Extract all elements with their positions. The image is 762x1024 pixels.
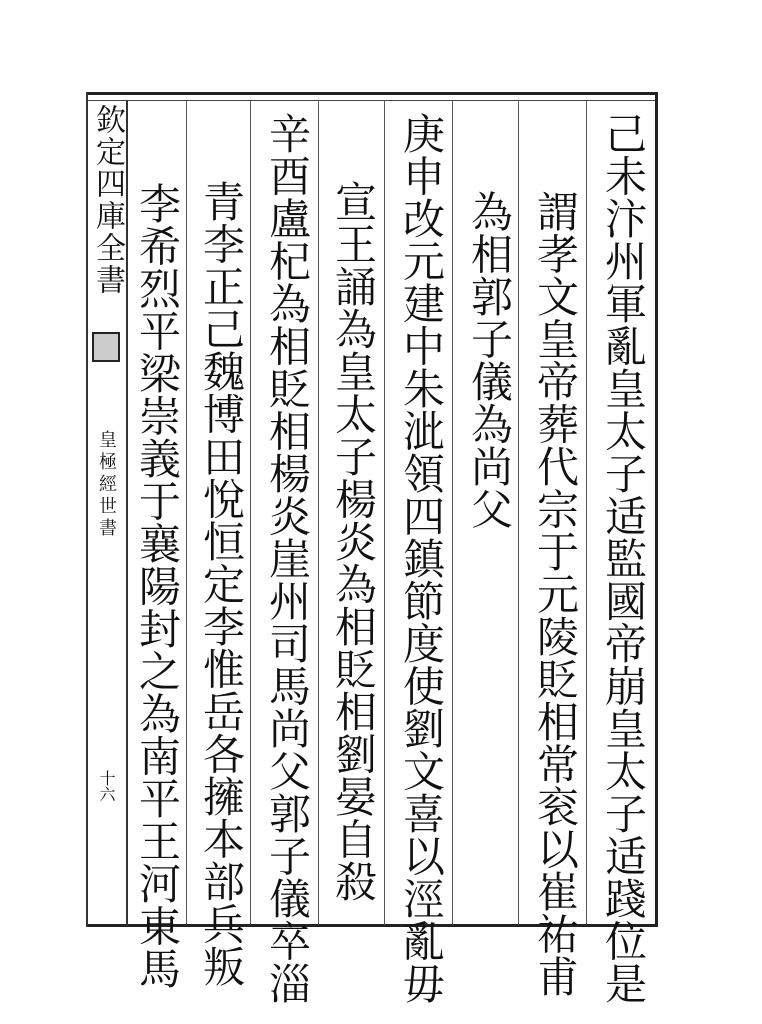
spine-fish-tail-mark (92, 332, 120, 362)
text-column-7: 青李正己魏博田悅恒定李惟岳各擁本部兵叛 (197, 180, 246, 988)
top-inner-border (86, 100, 658, 101)
column-divider (186, 100, 187, 925)
spine-subtitle: 皇極經世書 (96, 430, 117, 540)
text-column-1: 己未汴州軍亂皇太子适監國帝崩皇太子适踐位是 (599, 112, 648, 1005)
column-divider (586, 100, 587, 925)
spine-page-number: 十六 (97, 770, 116, 802)
text-column-8: 李希烈平梁崇義于襄陽封之為南平王河東馬 (133, 182, 182, 990)
text-column-4: 庚申改元建中朱泚領四鎮節度使劉文喜以涇亂毋 (397, 112, 446, 1005)
left-border (86, 92, 88, 927)
top-border (86, 92, 658, 95)
text-column-3: 為相郭子儀為尚父 (465, 190, 514, 530)
column-divider (318, 100, 319, 925)
column-divider (250, 100, 251, 925)
text-column-2: 謂孝文皇帝葬代宗于元陵貶相常衮以崔祐甫 (531, 190, 580, 998)
spine-divider (126, 100, 128, 925)
spine-title: 欽定四庫全書 (90, 104, 125, 296)
text-column-6: 辛酉盧杞為相貶相楊炎崖州司馬尚父郭子儀卒淄 (263, 112, 312, 1005)
text-column-5: 宣王誦為皇太子楊炎為相貶相劉晏自殺 (329, 180, 378, 903)
column-divider (452, 100, 453, 925)
right-border (655, 92, 658, 927)
column-divider (384, 100, 385, 925)
column-divider (518, 100, 519, 925)
